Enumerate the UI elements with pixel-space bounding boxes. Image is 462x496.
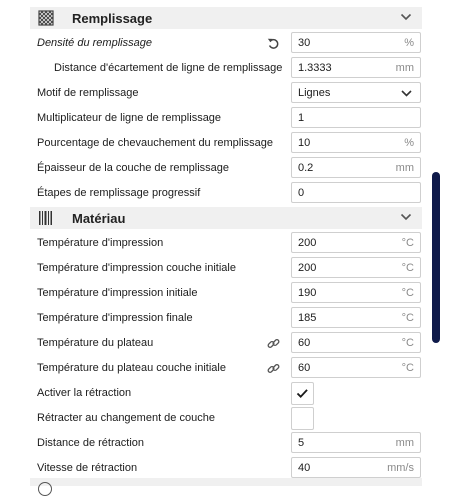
link-icon[interactable] — [267, 337, 280, 350]
final-print-temperature-input[interactable] — [291, 307, 421, 328]
infill-density-input[interactable] — [291, 32, 421, 53]
field-value: 200 — [298, 237, 317, 249]
section-title: Remplissage — [72, 11, 153, 26]
setting-row-infill-layer-thickness — [30, 156, 422, 181]
chevron-down-icon[interactable] — [400, 11, 412, 23]
field-value: 60 — [298, 362, 311, 374]
field-unit: mm/s — [387, 462, 414, 474]
field-unit: °C — [401, 312, 414, 324]
setting-label: Vitesse de rétraction — [37, 462, 138, 474]
field-unit: mm — [395, 62, 414, 74]
setting-label: Pourcentage de chevauchement du remplissage — [37, 137, 274, 149]
setting-row-infill-pattern — [30, 81, 422, 106]
initial-print-temperature-input[interactable] — [291, 282, 421, 303]
checkmark-icon — [292, 383, 313, 404]
setting-row-retraction-distance — [30, 431, 422, 456]
setting-row-initial-print-temperature — [30, 281, 422, 306]
setting-row-retract-at-layer-change — [30, 406, 422, 431]
setting-row-infill-line-multiplier — [30, 106, 422, 131]
scrollbar-thumb[interactable] — [432, 172, 440, 343]
field-value: 200 — [298, 262, 317, 274]
field-unit: °C — [401, 337, 414, 349]
field-unit: °C — [401, 237, 414, 249]
retraction-speed-input[interactable] — [291, 457, 421, 478]
setting-label: Activer la rétraction — [37, 387, 132, 399]
setting-label: Distance d'écartement de ligne de remplissage — [54, 62, 283, 74]
field-value: 1.3333 — [298, 62, 332, 74]
setting-row-enable-retraction — [30, 381, 422, 406]
field-value: 10 — [298, 137, 311, 149]
section-title: Matériau — [72, 211, 126, 226]
gradual-infill-steps-input[interactable] — [291, 182, 421, 203]
field-unit: % — [404, 37, 414, 49]
field-value: 185 — [298, 312, 317, 324]
setting-label: Température d'impression — [37, 237, 164, 249]
field-unit: °C — [401, 287, 414, 299]
setting-label: Multiplicateur de ligne de remplissage — [37, 112, 222, 124]
field-unit: °C — [401, 362, 414, 374]
field-unit: % — [404, 137, 414, 149]
field-unit: mm — [395, 437, 414, 449]
retraction-distance-input[interactable] — [291, 432, 421, 453]
infill-pattern-select[interactable] — [291, 82, 421, 103]
section-icon — [38, 482, 52, 496]
setting-label: Distance de rétraction — [37, 437, 144, 449]
setting-label: Température d'impression finale — [37, 312, 193, 324]
material-spool-icon — [38, 210, 54, 226]
section-header-infill[interactable] — [30, 7, 422, 29]
setting-row-final-print-temperature — [30, 306, 422, 331]
setting-label: Motif de remplissage — [37, 87, 139, 99]
print-temperature-initial-layer-input[interactable] — [291, 257, 421, 278]
field-value: 40 — [298, 462, 311, 474]
link-icon[interactable] — [267, 362, 280, 375]
setting-row-infill-overlap — [30, 131, 422, 156]
setting-row-build-plate-temperature — [30, 331, 422, 356]
setting-row-build-plate-temperature-initial-layer — [30, 356, 422, 381]
field-unit: °C — [401, 262, 414, 274]
infill-grid-icon — [38, 10, 54, 26]
next-section-header-partial — [30, 478, 422, 486]
field-value: 30 — [298, 37, 311, 49]
infill-line-distance-input[interactable] — [291, 57, 421, 78]
infill-overlap-input[interactable] — [291, 132, 421, 153]
retract-at-layer-change-checkbox[interactable] — [291, 407, 314, 430]
setting-row-print-temperature-initial-layer — [30, 256, 422, 281]
chevron-down-icon — [401, 88, 412, 99]
print-temperature-input[interactable] — [291, 232, 421, 253]
setting-label: Température du plateau couche initiale — [37, 362, 226, 374]
setting-row-gradual-infill-steps — [30, 181, 422, 206]
setting-label: Densité du remplissage — [37, 37, 152, 49]
field-value: 1 — [298, 112, 305, 124]
chevron-down-icon[interactable] — [400, 211, 412, 223]
field-value: 5 — [298, 437, 305, 449]
setting-row-print-temperature — [30, 231, 422, 256]
setting-label: Épaisseur de la couche de remplissage — [37, 162, 230, 174]
field-value: Lignes — [298, 87, 331, 99]
setting-row-infill-density — [30, 31, 422, 56]
reset-icon[interactable] — [267, 37, 280, 50]
enable-retraction-checkbox[interactable] — [291, 382, 314, 405]
field-unit: mm — [395, 162, 414, 174]
setting-label: Température du plateau — [37, 337, 154, 349]
setting-label: Étapes de remplissage progressif — [37, 187, 201, 199]
infill-layer-thickness-input[interactable] — [291, 157, 421, 178]
setting-label: Température d'impression initiale — [37, 287, 198, 299]
setting-label: Température d'impression couche initiale — [37, 262, 236, 274]
build-plate-temperature-input[interactable] — [291, 332, 421, 353]
field-value: 0.2 — [298, 162, 314, 174]
infill-line-multiplier-input[interactable] — [291, 107, 421, 128]
field-value: 190 — [298, 287, 317, 299]
setting-row-infill-line-distance — [30, 56, 422, 81]
field-value: 60 — [298, 337, 311, 349]
field-value: 0 — [298, 187, 305, 199]
setting-label: Rétracter au changement de couche — [37, 412, 215, 424]
build-plate-temperature-initial-layer-input[interactable] — [291, 357, 421, 378]
section-header-material[interactable] — [30, 207, 422, 229]
